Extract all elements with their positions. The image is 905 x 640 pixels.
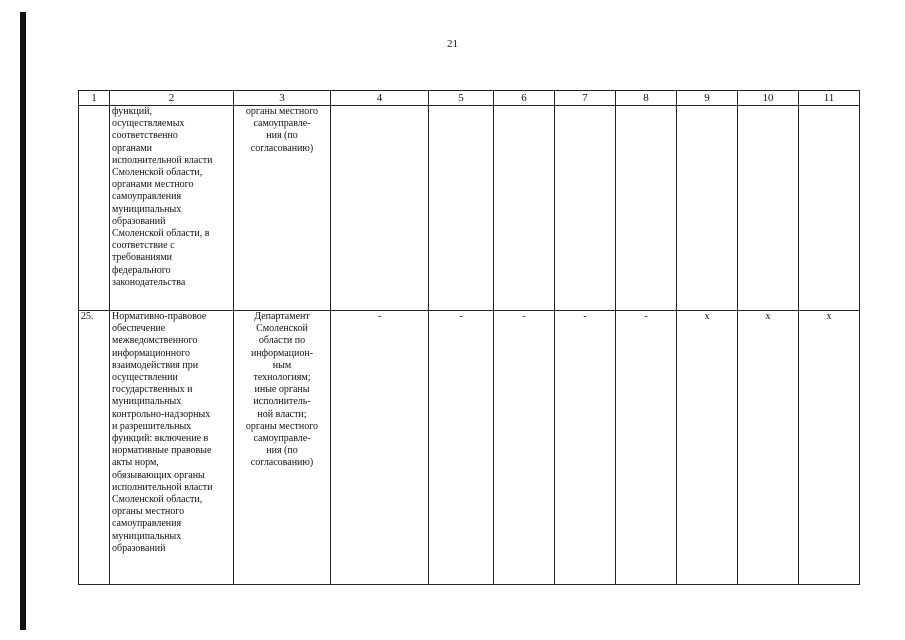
desc-line: нормативные правовые (112, 445, 212, 457)
header-cell: 2 (110, 91, 234, 106)
mark-cell: x (677, 311, 738, 585)
desc-line: информационного (112, 347, 190, 359)
desc-line: осуществляемых (112, 118, 185, 130)
table-row (79, 311, 860, 585)
exec-line: информацион- (250, 347, 314, 359)
plan-table (78, 90, 860, 585)
page-binding-bar (20, 12, 26, 630)
exec-line: ния (по (266, 445, 298, 457)
mark-cell (616, 106, 677, 311)
mark-cell: - (555, 311, 616, 585)
desc-line: взаимодействия при (112, 359, 199, 371)
desc-line: Смоленской области, (112, 167, 203, 179)
mark-cell (494, 106, 555, 311)
desc-line: образований (112, 542, 166, 554)
header-cell: 1 (79, 91, 110, 106)
exec-line: самоуправле- (253, 433, 311, 445)
exec-line: органы местного (245, 420, 319, 432)
desc-line: межведомственного (112, 335, 198, 347)
desc-line: муниципальных (112, 396, 182, 408)
desc-line: муниципальных (112, 530, 182, 542)
header-cell: 9 (677, 91, 738, 106)
mark-cell: - (429, 311, 494, 585)
mark-cell (738, 106, 799, 311)
table-row (79, 106, 860, 311)
desc-line: органами (112, 142, 153, 154)
header-cell: 8 (616, 91, 677, 106)
responsible-executor (234, 311, 331, 585)
desc-line: самоуправления (112, 518, 182, 530)
mark-cell: - (616, 311, 677, 585)
desc-line: исполнительной власти (112, 154, 213, 166)
header-cell: 4 (331, 91, 429, 106)
desc-line: обязывающих органы (112, 469, 205, 481)
desc-line: федерального (112, 264, 171, 276)
desc-line: муниципальных (112, 203, 182, 215)
exec-line: области по (258, 335, 306, 347)
desc-line: законодательства (112, 276, 186, 288)
mark-cell: - (494, 311, 555, 585)
exec-line: согласованию) (250, 142, 314, 154)
exec-line: Департамент (254, 311, 310, 322)
exec-line: самоуправле- (253, 118, 311, 130)
measure-description (110, 311, 234, 585)
exec-line: Смоленской (256, 323, 308, 335)
desc-line: исполнительной власти (112, 481, 213, 493)
desc-line: Нормативно-правовое (112, 311, 207, 322)
mark-cell: - (331, 311, 429, 585)
mark-cell (555, 106, 616, 311)
exec-line: ным (272, 359, 292, 371)
page-number: 21 (447, 38, 458, 50)
desc-line: акты норм, (112, 457, 159, 469)
desc-line: государственных и (112, 384, 193, 396)
desc-line: образований (112, 215, 166, 227)
desc-line: органы местного (112, 506, 185, 518)
exec-line: исполнитель- (253, 396, 311, 408)
mark-cell (677, 106, 738, 311)
desc-line: соответствие с (112, 240, 175, 252)
desc-line: органами местного (112, 179, 194, 191)
desc-line: функций, (112, 106, 152, 117)
mark-cell: x (799, 311, 860, 585)
header-cell: 11 (799, 91, 860, 106)
mark-cell (429, 106, 494, 311)
exec-line: ния (по (266, 130, 298, 142)
measure-description (110, 106, 234, 311)
row-number (79, 106, 110, 311)
desc-line: контрольно-надзорных (112, 408, 211, 420)
desc-line: соответственно (112, 130, 178, 142)
desc-line: функций: включение в (112, 433, 209, 445)
mark-cell (799, 106, 860, 311)
header-cell: 6 (494, 91, 555, 106)
desc-line: Смоленской области, в (112, 228, 210, 240)
desc-line: осуществлении (112, 372, 178, 384)
exec-line: иные органы (254, 384, 310, 396)
exec-line: ной власти; (257, 408, 307, 420)
exec-line: согласованию) (250, 457, 314, 469)
exec-line: органы местного (245, 106, 319, 117)
desc-line: требованиями (112, 252, 173, 264)
row-number: 25. (79, 311, 110, 585)
desc-line: самоуправления (112, 191, 182, 203)
header-cell: 5 (429, 91, 494, 106)
desc-line: Смоленской области, (112, 494, 203, 506)
table-header-row (79, 91, 860, 106)
desc-line: обеспечение (112, 323, 166, 335)
mark-cell (331, 106, 429, 311)
header-cell: 3 (234, 91, 331, 106)
desc-line: и разрешительных (112, 420, 192, 432)
responsible-executor (234, 106, 331, 311)
mark-cell: x (738, 311, 799, 585)
header-cell: 10 (738, 91, 799, 106)
header-cell: 7 (555, 91, 616, 106)
exec-line: технологиям; (253, 372, 311, 384)
